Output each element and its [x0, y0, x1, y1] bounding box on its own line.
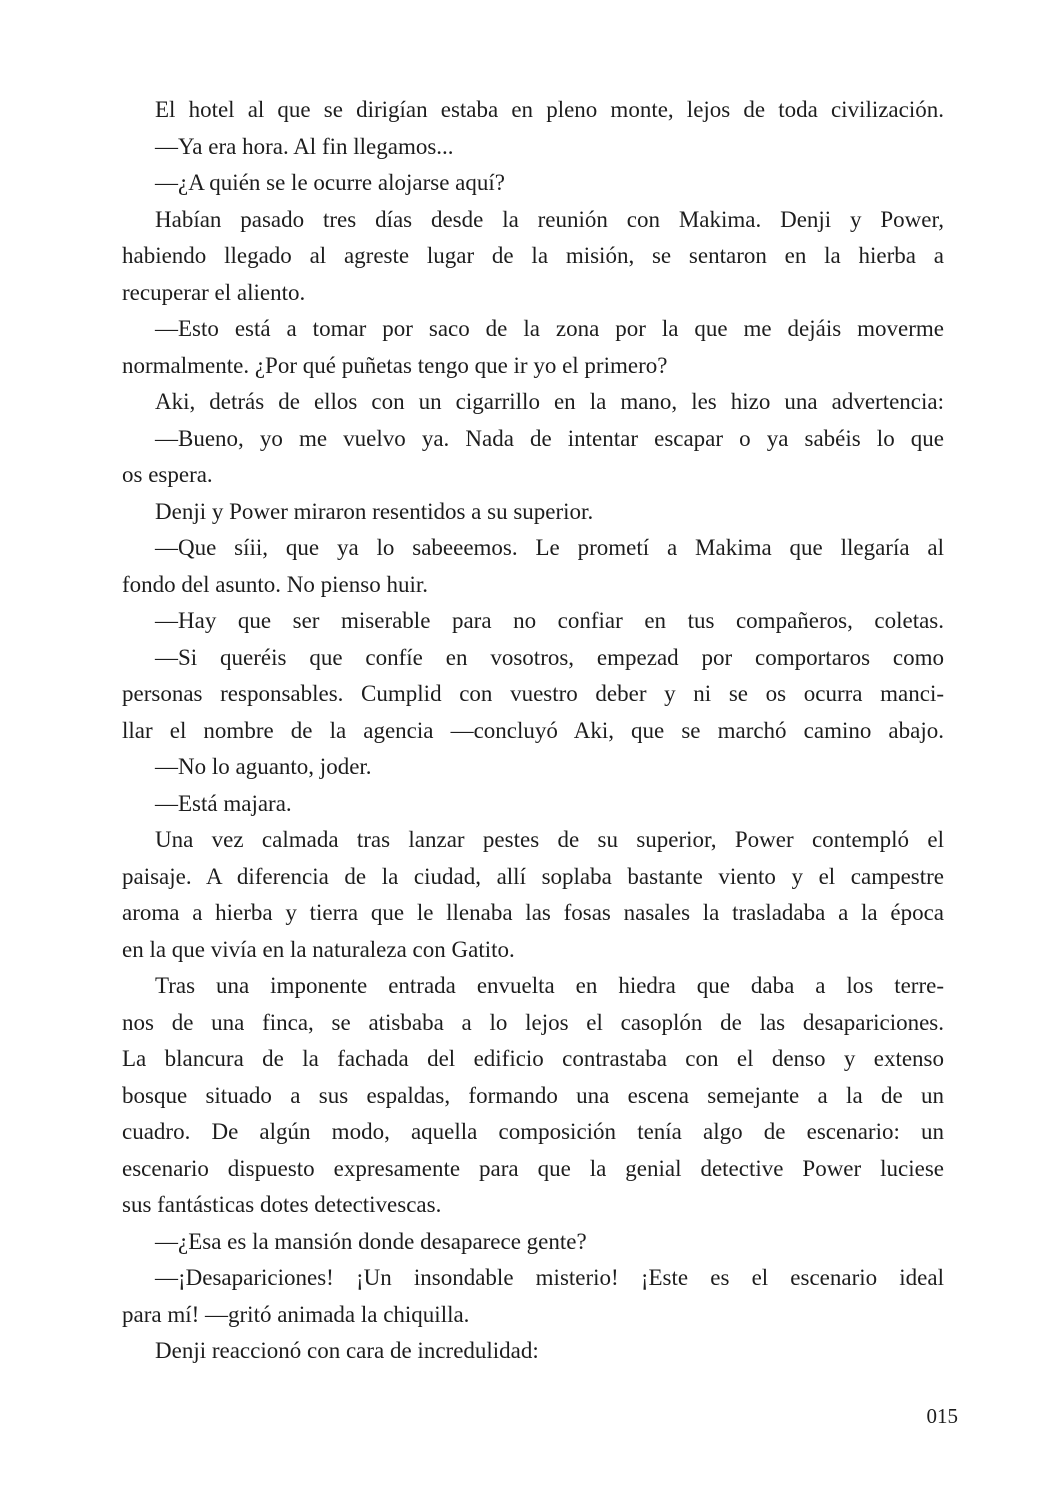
text-block [122, 92, 944, 1370]
text-line: —¡Desapariciones! ¡Un insondable misterio! ¡Este es el escenario ideal [155, 1265, 944, 1290]
text-line: sus fantásticas dotes detectivescas. [122, 1192, 442, 1217]
text-line: recuperar el aliento. [122, 279, 306, 305]
text-line: fondo del asunto. No pienso huir. [122, 571, 428, 597]
text-line: escenario dispuesto expresamente para que la genial detective Power luciese [122, 1155, 944, 1181]
text-line: Habían pasado tres días desde la reunión con Makima. Denji y Power, [155, 206, 944, 232]
text-line: Una vez calmada tras lanzar pestes de su superior, Power contempló el [155, 827, 944, 852]
text-line: Denji y Power miraron resentidos a su superior. [155, 498, 594, 524]
text-line: La blancura de la fachada del edificio contrastaba con el denso y extenso [122, 1046, 944, 1071]
text-line: —Esto está a tomar por saco de la zona por la que me dejáis moverme [155, 316, 944, 341]
text-line: normalmente. ¿Por qué puñetas tengo que ir yo el primero? [122, 352, 668, 378]
text-line: bosque situado a sus espaldas, formando una escena semejante a la de un [122, 1082, 944, 1108]
text-line: —¿Esa es la mansión donde desaparece gente? [155, 1228, 587, 1254]
text-line: cuadro. De algún modo, aquella composición tenía algo de escenario: un [122, 1119, 944, 1144]
text-line: aroma a hierba y tierra que le llenaba las fosas nasales la trasladaba a la época [122, 900, 944, 925]
text-line: —Si queréis que confíe en vosotros, empezad por comportaros como [155, 644, 944, 670]
text-line: en la que vivía en la naturaleza con Gatito. [122, 936, 515, 962]
text-line: —¿A quién se le ocurre alojarse aquí? [155, 170, 505, 195]
text-line: personas responsables. Cumplid con vuestro deber y ni se os ocurra manci- [122, 681, 944, 706]
text-line: Aki, detrás de ellos con un cigarrillo en la mano, les hizo una advertencia: [155, 389, 944, 414]
text-line: habiendo llegado al agreste lugar de la misión, se sentaron en la hierba a [122, 243, 944, 268]
text-line: —Ya era hora. Al fin llegamos... [155, 133, 454, 159]
text-line: —Bueno, yo me vuelvo ya. Nada de intentar escapar o ya sabéis lo que [155, 425, 944, 451]
text-line: El hotel al que se dirigían estaba en pleno monte, lejos de toda civilización. [155, 97, 944, 122]
text-line: nos de una finca, se atisbaba a lo lejos el casoplón de las desapariciones. [122, 1009, 944, 1035]
text-line: para mí! —gritó animada la chiquilla. [122, 1301, 470, 1327]
text-line: paisaje. A diferencia de la ciudad, allí soplaba bastante viento y el campestre [122, 863, 944, 889]
text-line: Denji reaccionó con cara de incredulidad: [155, 1338, 539, 1363]
text-line: Tras una imponente entrada envuelta en hiedra que daba a los terre- [155, 973, 944, 998]
page-number: 015 [926, 1404, 958, 1428]
text-line: —Hay que ser miserable para no confiar en tus compañeros, coletas. [155, 608, 944, 633]
text-line: —Que síii, que ya lo sabeeemos. Le prometí a Makima que llegaría al [155, 535, 944, 560]
text-line: llar el nombre de la agencia —concluyó Aki, que se marchó camino abajo. [122, 717, 944, 743]
text-line: os espera. [122, 462, 213, 487]
text-line: —No lo aguanto, joder. [155, 754, 372, 779]
text-line: —Está majara. [155, 790, 292, 816]
